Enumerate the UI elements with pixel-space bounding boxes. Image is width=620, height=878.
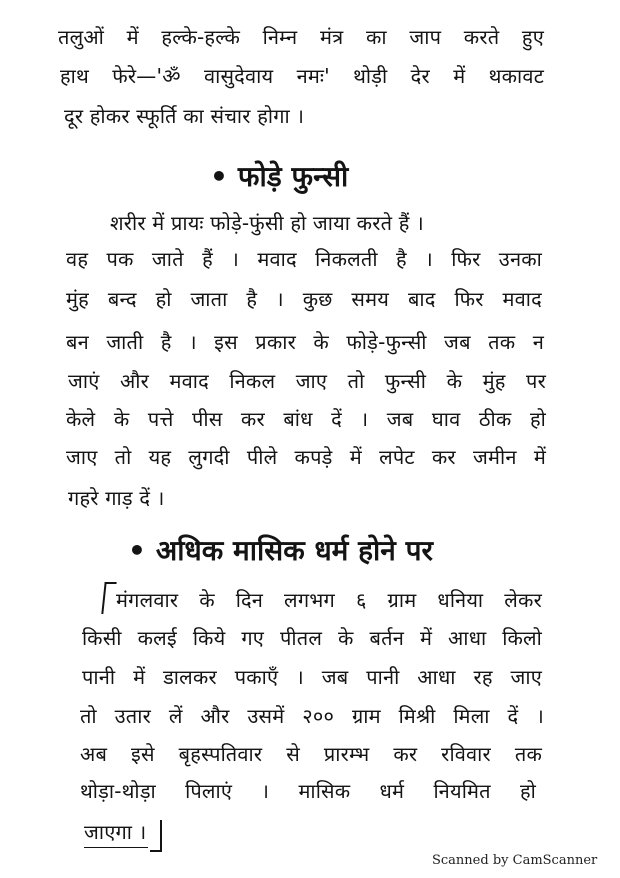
bullet-icon: • [210,160,228,193]
paragraph-line: शरीर में प्रायः फोड़े-फुंसी हो जाया करते हैं । [110,211,424,235]
paragraph-line: जाएगा । [84,820,147,844]
paragraph-line: केले के पत्ते पीस कर बांध दें । जब घाव ठीक हो [66,407,546,431]
paragraph-line: किसी कलई किये गए पीतल के बर्तन में आधा किलो [82,626,542,650]
pen-underline-mark [84,847,148,848]
intro-line: तलुओं में हल्के-हल्के निम्न मंत्र का जाप करते हुए [58,25,544,49]
bullet-icon: • [128,534,146,567]
paragraph-line: पानी में डालकर पकाएँ । जब पानी आधा रह जाए [82,665,542,689]
section-heading-menorrhagia [128,534,433,568]
section-heading-boils [210,160,348,194]
paragraph-line: जाए तो यह लुगदी पीले कपड़े में लपेट कर जमीन में [66,445,546,469]
paragraph-line: जाएं और मवाद निकल जाए तो फुन्सी के मुंह पर [68,369,546,393]
scanner-watermark: Scanned by CamScanner [432,853,598,868]
bracket-mark-icon [150,820,162,852]
paragraph-line: गहरे गाड़ दें । [68,486,165,510]
heading-text: अधिक मासिक धर्म होने पर [155,534,433,567]
paragraph-line: अब इसे बृहस्पतिवार से प्रारम्भ कर रविवार तक [80,742,542,766]
paragraph-line: बन जाती है । इस प्रकार के फोड़े-फुन्सी जब तक न [66,330,544,354]
bracket-mark-icon [101,582,116,614]
heading-text: फोड़े फुन्सी [237,160,349,193]
paragraph-line: तो उतार लें और उसमें २०० ग्राम मिश्री मिला दें । [80,704,544,728]
paragraph-line: वह पक जाते हैं । मवाद निकलती है । फिर उनका [66,247,542,271]
intro-line: हाथ फेरे—'ॐ वासुदेवाय नमः' थोड़ी देर में थकावट [60,64,544,88]
paragraph-line: मंगलवार के दिन लगभग ६ ग्राम धनिया लेकर [116,588,542,612]
intro-line: दूर होकर स्फूर्ति का संचार होगा । [64,104,305,128]
paragraph-line: थोड़ा-थोड़ा पिलाएं । मासिक धर्म नियमित हो [80,779,536,803]
paragraph-line: मुंह बन्द हो जाता है । कुछ समय बाद फिर मवाद [66,287,542,311]
